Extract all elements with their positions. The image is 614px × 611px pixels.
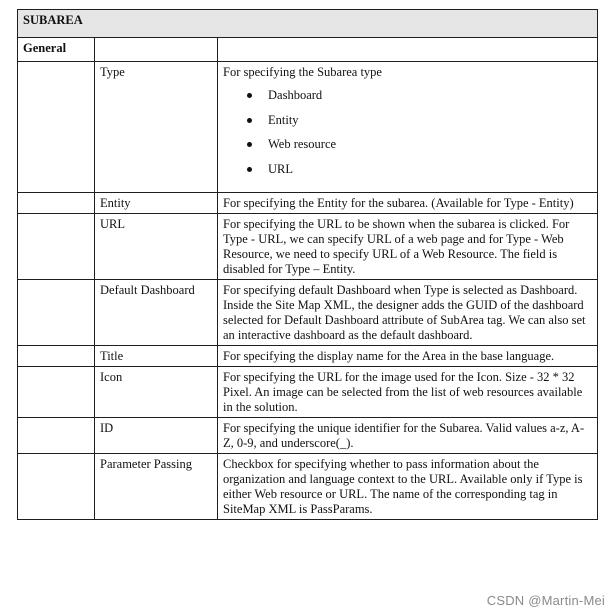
property-description (218, 62, 598, 193)
table-row-title (18, 346, 598, 367)
section-label: General (18, 38, 95, 62)
empty-cell (218, 38, 598, 62)
section-row (18, 38, 598, 62)
property-name: Parameter Passing (95, 454, 218, 520)
property-name: Entity (95, 193, 218, 214)
property-name: ID (95, 418, 218, 454)
type-description-text: For specifying the Subarea type (223, 65, 382, 79)
empty-cell (18, 418, 95, 454)
property-description: For specifying default Dashboard when Type is selected as Dashboard. Inside the Site Map XML, the designer adds the GUID of the dashboard selected for Default Dashboard attribute of SubArea tag. We can also set an interactive dashboard as the default dashboard. (218, 280, 598, 346)
subarea-type-list (223, 88, 592, 186)
table-title-row (18, 10, 598, 38)
table-row-icon (18, 367, 598, 418)
empty-cell (18, 280, 95, 346)
property-name: Title (95, 346, 218, 367)
list-item: Web resource (268, 137, 592, 162)
table-row-parameter-passing (18, 454, 598, 520)
empty-cell (18, 193, 95, 214)
empty-cell (18, 214, 95, 280)
table-row-id (18, 418, 598, 454)
list-item: URL (268, 162, 592, 187)
property-name: URL (95, 214, 218, 280)
table-row-entity (18, 193, 598, 214)
property-description: For specifying the URL for the image used for the Icon. Size - 32 * 32 Pixel. An image can be selected from the list of web resources available in the solution. (218, 367, 598, 418)
property-name: Icon (95, 367, 218, 418)
empty-cell (95, 38, 218, 62)
table-row-default-dashboard (18, 280, 598, 346)
property-description: For specifying the display name for the Area in the base language. (218, 346, 598, 367)
subarea-properties-table (17, 9, 598, 520)
empty-cell (18, 367, 95, 418)
property-name: Default Dashboard (95, 280, 218, 346)
empty-cell (18, 62, 95, 193)
property-description: For specifying the URL to be shown when the subarea is clicked. For Type - URL, we can specify URL of a web page and for Type - Web Resource, we need to specify URL of a Web Resource. The field is disabled for Type – Entity. (218, 214, 598, 280)
table-row-type (18, 62, 598, 193)
empty-cell (18, 346, 95, 367)
table-title: SUBAREA (18, 10, 598, 38)
property-description: For specifying the Entity for the subarea. (Available for Type - Entity) (218, 193, 598, 214)
property-name: Type (95, 62, 218, 193)
watermark: CSDN @Martin-Mei (486, 593, 605, 608)
property-description: Checkbox for specifying whether to pass information about the organization and language context to the URL. Available only if Type is either Web resource or URL. The name of the corresponding tag in SiteMap XML is PassParams. (218, 454, 598, 520)
table-row-url (18, 214, 598, 280)
list-item: Dashboard (268, 88, 592, 113)
empty-cell (18, 454, 95, 520)
property-description: For specifying the unique identifier for the Subarea. Valid values a-z, A-Z, 0-9, and underscore(_). (218, 418, 598, 454)
list-item: Entity (268, 113, 592, 138)
